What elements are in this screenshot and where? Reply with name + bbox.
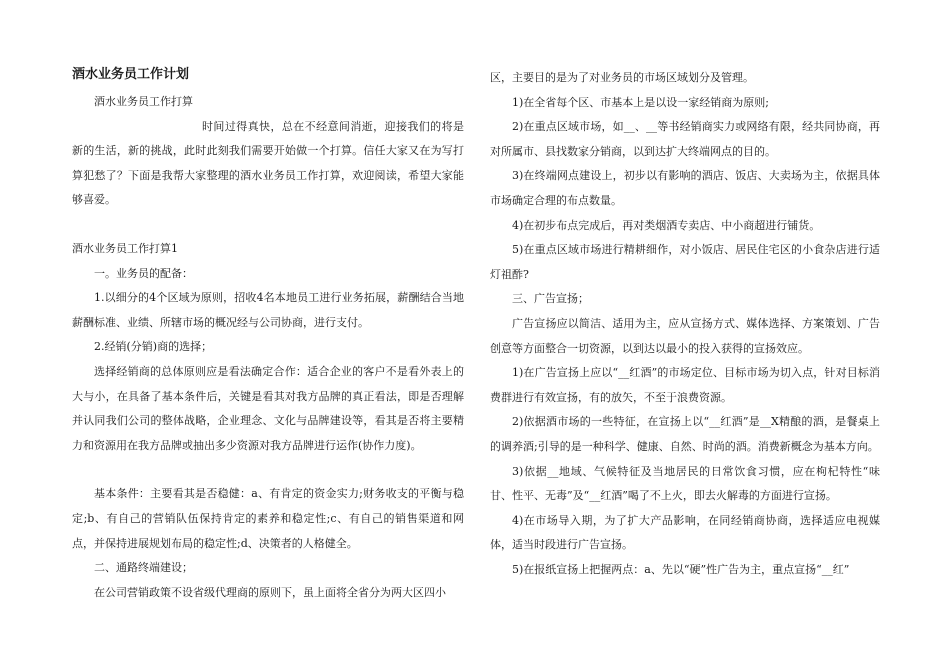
paragraph: 5)在报纸宣扬上把握两点：a、先以“硬”性广告为主，重点宣扬“__红” (512, 562, 850, 576)
spacer (72, 213, 464, 237)
document-title: 酒水业务员工作计划 (72, 67, 190, 82)
paragraph: 在公司营销政策不设省级代理商的原则下，虽上面将全省分为两大区四小 (94, 585, 446, 599)
paragraph: 基本条件：主要看其是否稳健：a、有肯定的资金实力;财务收支的平衡与稳定;b、有自己的营销队伍保持肯定的素养和稳定性;c、有自己的销售渠道和网点，并保持进展规划布局的稳定性;d、决策者的人格健全。 (72, 487, 464, 550)
paragraph: 2.经销(分销)商的选择； (94, 340, 213, 354)
paragraph: 5)在重点区域市场进行精耕细作，对小饭店、居民住宅区的小食杂店进行适灯祖酢? (490, 243, 880, 281)
paragraph: 2)在重点区域市场，如__、__等书经销商实力或网络有限，经共同协商，再对所属市、县找数家分销商，以到达扩大终端网点的目的。 (490, 120, 880, 158)
paragraph: 一。业务员的配备： (94, 266, 193, 280)
paragraph: 3)在终端网点建设上，初步以有影响的酒店、饭店、大卖场为主，依据具体市场确定合理的布点数量。 (490, 169, 880, 207)
paragraph: 3)依据__地域、气候特征及当地居民的日常饮食习惯，应在枸杞特性“味甘、性平、无毒”及“__红酒”喝了不上火，即去火解毒的方面进行宣扬。 (490, 464, 880, 503)
paragraph: 三、广告宣扬； (512, 292, 589, 306)
right-body (490, 66, 880, 582)
paragraph: 1)在全省每个区、市基本上是以设一家经销商为原则; (512, 95, 769, 109)
paragraph: 酒水业务员工作打算 (94, 95, 193, 108)
spacer (72, 458, 464, 482)
paragraph: 4)在初步布点完成后，再对类烟酒专卖店、中小商超进行铺货。 (512, 218, 821, 232)
paragraph: 区，主要目的是为了对业务员的市场区域划分及管理。 (490, 71, 754, 84)
paragraph: 1.以细分的4个区域为原则，招收4名本地员工进行业务拓展，薪酬结合当地薪酬标准、业绩、所辖市场的概况经与公司协商，进行支付。 (72, 291, 464, 329)
right-column (490, 66, 880, 582)
left-body (72, 90, 464, 605)
paragraph: 二、通路终端建设； (94, 561, 193, 575)
paragraph: 4)在市场导入期，为了扩大产品影响，在同经销商协商，选择适应电视媒体，适当时段进行广告宣扬。 (490, 513, 880, 552)
paragraph: 1)在广告宣扬上应以“__红酒”的市场定位、目标市场为切入点，针对目标消费群进行有效宣扬，有的放矢，不至于浪费资源。 (490, 366, 880, 404)
paragraph: 2)依据酒市场的一些特征，在宣扬上以“__红酒”是__X精酿的酒，是餐桌上的调养酒;引导的是一种科学、健康、自然、时尚的酒。消费新概念为基本方向。 (490, 415, 880, 453)
paragraph: 时间过得真快，总在不经意间消逝，迎接我们的将是新的生活，新的挑战，此时此刻我们需要开始做一个打算。信任大家又在为写打算犯愁了？下面是我帮大家整理的酒水业务员工作打算，欢迎阅读，希望大家能够喜爱。 (72, 119, 464, 207)
paragraph: 酒水业务员工作打算1 (72, 241, 178, 255)
left-column (72, 66, 464, 605)
paragraph: 选择经销商的总体原则应是看法确定合作：适合企业的客户不是看外表上的大与小，在具备了基本条件后，关键是看其对我方品牌的真正看法，即是否理解并认同我们公司的整体战略，企业理念、文化与品牌建设等，看其是否将主要精力和资源用在我方品牌或抽出多少资源对我方品牌进行运作(协作力度)。 (72, 364, 464, 452)
paragraph: 广告宣扬应以简洁、适用为主，应从宣扬方式、媒体选择、方案策划、广告创意等方面整合一切资源，以到达以最小的投入获得的宣扬效应。 (490, 316, 880, 355)
